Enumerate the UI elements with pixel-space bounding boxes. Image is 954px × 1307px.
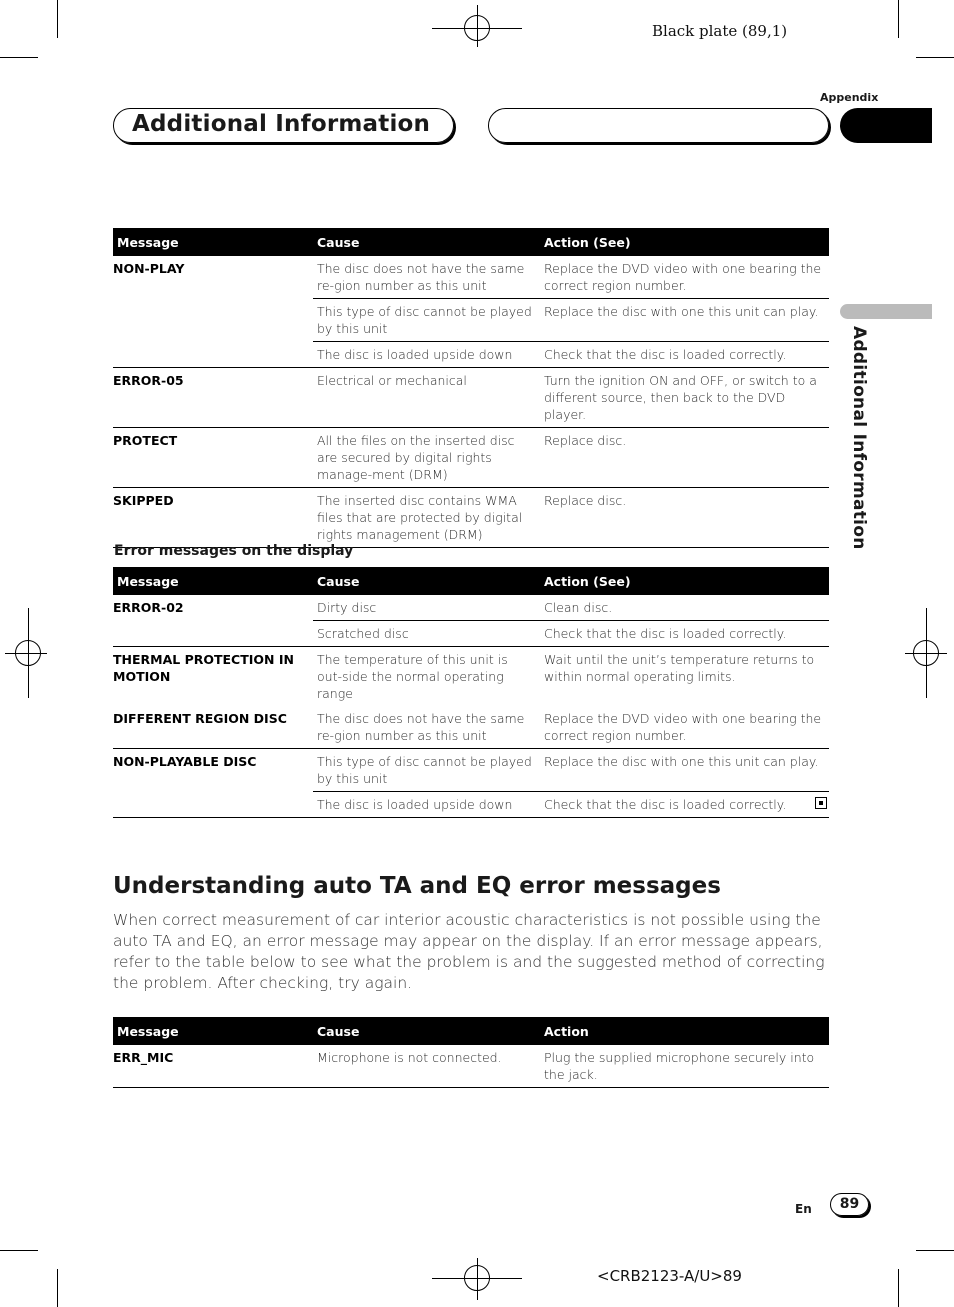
error-table-1 [113, 228, 829, 548]
action-cell: Check that the disc is loaded correctly. [540, 792, 829, 818]
action-cell: Clean disc. [540, 595, 829, 621]
cause-cell: All the files on the inserted disc are secured by digital rights manage-ment (DRM) [313, 428, 540, 488]
header-action: Action (See) [540, 567, 829, 595]
appendix-label: Appendix [820, 91, 879, 104]
message-cell [113, 792, 313, 818]
section-body: When correct measurement of car interior acoustic characteristics is not possible using the auto TA and EQ, an error message may appear on the display. If an error message appears, refer to the table below to see what the problem is and the suggested method of correcting the problem. After checking, try again. [113, 911, 825, 992]
action-cell: Plug the supplied microphone securely into the jack. [540, 1045, 829, 1088]
action-cell: Check that the disc is loaded correctly. [540, 621, 829, 647]
message-cell: ERROR-05 [113, 368, 313, 428]
message-cell [113, 342, 313, 368]
action-cell: Wait until the unit’s temperature returns to within normal operating limits. [544, 652, 815, 684]
header-message: Message [113, 567, 313, 595]
header-title-box [113, 108, 454, 143]
table-row [113, 428, 829, 488]
message-cell: DIFFERENT REGION DISC [113, 706, 313, 749]
table-row [113, 342, 829, 368]
message-cell: ERR_MIC [113, 1045, 313, 1088]
page-number: 89 [830, 1193, 869, 1216]
error-table-3 [113, 1017, 829, 1088]
header-blank-box [488, 108, 829, 143]
action-cell: Replace the disc with one this unit can play. [540, 749, 829, 792]
language-label: En [795, 1202, 812, 1216]
document-code: <CRB2123-A/U>89 [597, 1267, 742, 1285]
plate-label: Black plate (89,1) [652, 22, 788, 40]
action-cell: Replace disc. [540, 488, 829, 548]
subheading-display-errors: Error messages on the display [114, 543, 354, 559]
table-header-row [113, 567, 829, 595]
cause-cell: Microphone is not connected. [313, 1045, 540, 1088]
table-row [113, 256, 829, 299]
cause-cell: The inserted disc contains WMA files that are protected by digital rights management (DRM) [313, 488, 540, 548]
table-header-row [113, 228, 829, 256]
message-cell: THERMAL PROTECTION IN MOTION [113, 652, 294, 684]
section-tab [840, 108, 932, 143]
action-cell: Replace the DVD video with one bearing the correct region number. [540, 256, 829, 299]
header-title: Additional Information [132, 111, 431, 137]
table-row [113, 647, 829, 707]
cause-cell: The disc does not have the same re-gion number as this unit [313, 706, 540, 749]
message-cell [113, 621, 313, 647]
header-cause: Cause [313, 1017, 540, 1045]
table-row [113, 595, 829, 621]
cause-cell: The disc is loaded upside down [313, 792, 540, 818]
cause-cell: This type of disc cannot be played by this unit [313, 299, 540, 342]
end-of-section-icon [815, 797, 827, 809]
header-message: Message [113, 228, 313, 256]
header-message: Message [113, 1017, 313, 1045]
message-cell: ERROR-02 [113, 600, 184, 615]
table-row [113, 1045, 829, 1088]
action-cell: Turn the ignition ON and OFF, or switch to a different source, then back to the DVD player. [540, 368, 829, 428]
cause-cell: The disc is loaded upside down [313, 342, 540, 368]
table-row [113, 621, 829, 647]
cause-cell: This type of disc cannot be played by this unit [313, 749, 540, 792]
table-row [113, 706, 829, 749]
side-label: Additional Information [849, 326, 869, 550]
cause-cell: The disc does not have the same re-gion number as this unit [313, 256, 540, 299]
header-action: Action [540, 1017, 829, 1045]
message-cell [113, 299, 313, 342]
message-cell: PROTECT [113, 428, 313, 488]
header-cause: Cause [313, 228, 540, 256]
action-cell: Replace the DVD video with one bearing the correct region number. [540, 706, 829, 749]
table-row [113, 299, 829, 342]
header-action: Action (See) [540, 228, 829, 256]
side-tab [840, 304, 932, 319]
header-cause: Cause [313, 567, 540, 595]
table-row [113, 488, 829, 548]
message-cell: NON-PLAYABLE DISC [113, 754, 257, 769]
table-header-row [113, 1017, 829, 1045]
section-title: Understanding auto TA and EQ error messages [113, 873, 721, 899]
action-cell: Check that the disc is loaded correctly. [540, 342, 829, 368]
action-cell: Replace disc. [540, 428, 829, 488]
table-row [113, 749, 829, 792]
message-cell: SKIPPED [113, 488, 313, 548]
cause-cell: Dirty disc [313, 595, 540, 621]
error-table-2 [113, 567, 829, 818]
cause-cell: The temperature of this unit is out-side the normal operating range [317, 652, 508, 701]
message-cell: NON-PLAY [113, 261, 185, 276]
cause-cell: Electrical or mechanical [313, 368, 540, 428]
action-cell: Replace the disc with one this unit can play. [540, 299, 829, 342]
table-row [113, 792, 829, 818]
cause-cell: Scratched disc [313, 621, 540, 647]
table-row [113, 368, 829, 428]
